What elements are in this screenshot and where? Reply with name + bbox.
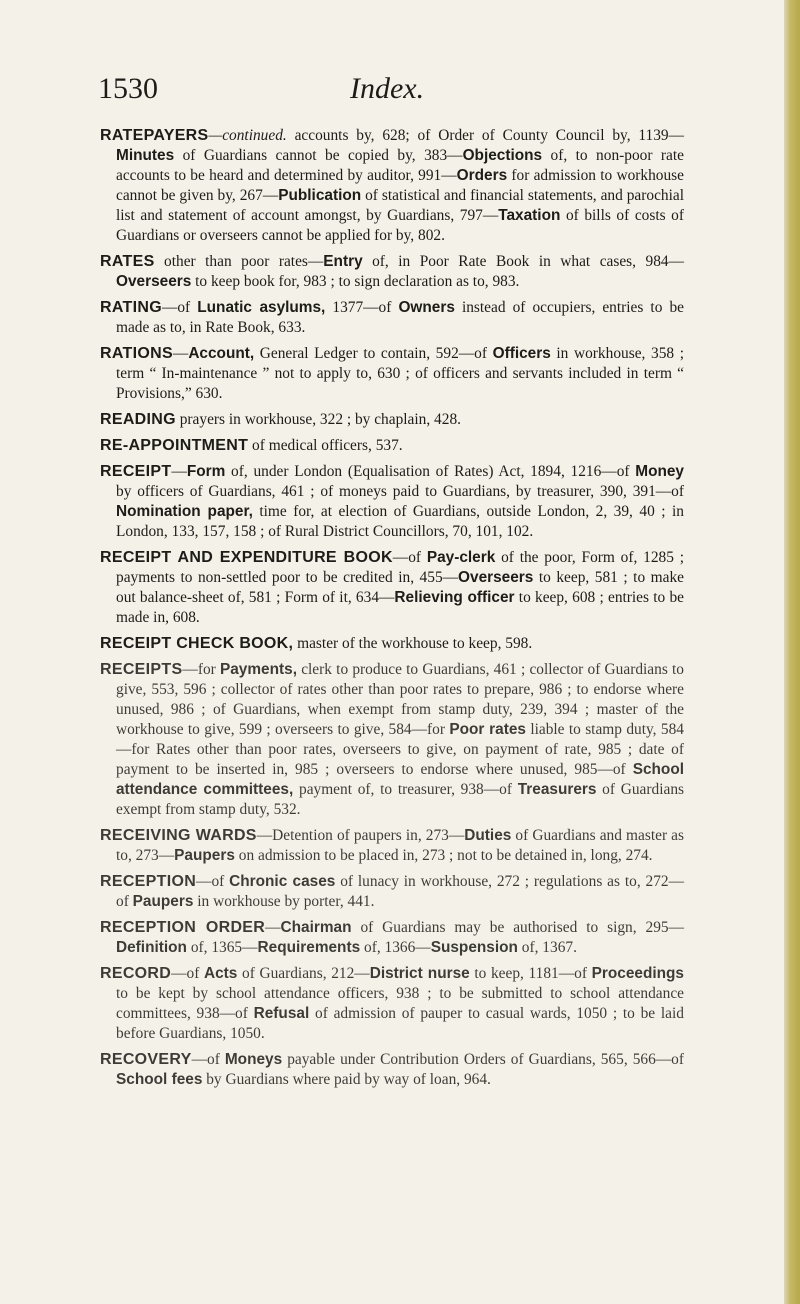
entry-heading: RATES [100,253,155,270]
subheading: Nomination paper, [116,503,253,520]
index-entry-rations [100,344,684,404]
index-entry-receipt [100,462,684,542]
page-header [98,72,698,112]
entry-text: 1377—of [325,299,399,316]
entry-text: to keep, 608 ; entries to be made in, 608. [116,589,684,626]
subheading: Acts [204,965,238,982]
subheading: Definition [116,939,187,956]
subheading: Duties [464,827,512,844]
subheading: Suspension [430,939,518,956]
subheading: Entry [323,253,363,270]
page-number: 1530 [98,72,158,105]
entry-text: of, in Poor Rate Book in what cases, 984— [362,253,684,270]
entry-text: to keep book for, 983 ; to sign declaration as to, 983. [191,273,520,290]
entry-text: of, 1365— [186,939,258,956]
entry-text: —for [182,661,220,678]
entry-text: of medical officers, 537. [248,437,403,454]
subheading: Chronic cases [229,873,336,890]
entry-text: of admission of pauper to casual wards, 1050 ; to be laid before Guardians, 1050. [116,1005,684,1042]
entry-text: time for, at election of Guardians, outside London, 2, 39, 40 ; in London, 133, 157, 158 ; of Rural District Councillors, 70, 101, 102. [116,503,684,540]
subheading: Paupers [132,893,194,910]
entry-text: of, to non-poor rate accounts to be heard and determined by auditor, 991— [116,147,684,184]
entry-text: of Guardians may be authorised to sign, 295— [351,919,684,936]
entry-text: —of [161,299,198,316]
subheading: District nurse [369,965,470,982]
index-entry-re-appointment [100,436,684,456]
entry-text: to keep, 581 ; to make out balance-sheet of, 581 ; Form of it, 634— [116,569,684,606]
page-edge-binding [784,0,800,1304]
page-title: Index. [350,72,425,105]
entry-text: of Guardians exempt from stamp duty, 532. [116,781,684,818]
entry-heading: RECEIPT CHECK BOOK, [100,635,294,652]
entry-text: of the poor, Form of, 1285 ; payments to non-settled poor to be credited in, 455— [116,549,684,586]
entry-heading: RECEIPT [100,463,172,480]
subheading: Overseers [458,569,534,586]
subheading: Publication [278,187,362,204]
entry-text: by Guardians where paid by way of loan, 964. [202,1071,491,1088]
entry-heading: RECEPTION [100,873,197,890]
entry-heading: READING [100,411,176,428]
entry-text: of Guardians and master as to, 273— [116,827,685,864]
entry-text: —of [171,965,204,982]
entry-heading: RECOVERY [100,1051,192,1068]
entry-text: master of the workhouse to keep, 598. [293,635,533,652]
entry-text: of Guardians cannot be copied by, 383— [174,147,463,164]
subheading: Objections [462,147,543,164]
entry-heading: RATING [100,299,162,316]
subheading: Refusal [253,1005,310,1022]
entry-text: clerk to produce to Guardians, 461 ; collector of Guardians to give, 553, 596 ; collector of rates other than poor rates to prepare, 986 ; to endorse where unused, 986 ; of Guardians, when exempt from stamp duty, 239, 394 ; master of the workhouse to give, 599 ; overseers to give, 584—for [116,661,684,738]
subheading: Lunatic asylums, [197,299,326,316]
entry-text: — [265,919,281,936]
entry-text: —of [191,1051,225,1068]
index-entry-reception-order [100,918,684,958]
entry-text: —of [392,549,427,566]
subheading: Proceedings [591,965,684,982]
continued-label: —continued. [208,127,287,144]
entry-heading: RATEPAYERS [100,127,209,144]
index-entry-receipt-expenditure-book [100,548,684,628]
entry-text: to be kept by school attendance officers, 938 ; to be submitted to school attendance committees, 938—of [116,985,684,1022]
subheading: School attendance committees, [116,761,684,798]
index-entries [100,126,684,1096]
entry-text: payment of, to treasurer, 938—of [293,781,518,798]
entry-text: to keep, 1181—of [469,965,592,982]
entry-text: of Guardians, 212— [237,965,370,982]
index-entry-ratepayers [100,126,684,246]
subheading: Treasurers [517,781,597,798]
entry-text: liable to stamp duty, 584—for Rates other than poor rates, overseers to give, on payment of rate, 985 ; date of payment to be inserted in, 985 ; overseers to endorse where unused, 985—of [116,721,684,778]
subheading: Money [635,463,684,480]
entry-heading: RATIONS [100,345,173,362]
entry-heading: RECORD [100,965,172,982]
subheading: Minutes [116,147,175,164]
entry-heading: RECEPTION ORDER [100,919,266,936]
index-entry-rating [100,298,684,338]
subheading: Form [186,463,226,480]
entry-text: of lunacy in workhouse, 272 ; regulations as to, 272—of [116,873,685,910]
index-entry-recovery [100,1050,684,1090]
subheading: Officers [492,345,551,362]
index-entry-reception [100,872,684,912]
entry-text: of bills of costs of Guardians or overseers cannot be applied for by, 802. [116,207,684,244]
entry-text: payable under Contribution Orders of Guardians, 565, 566—of [282,1051,684,1068]
subheading: Overseers [116,273,192,290]
index-entry-record [100,964,684,1044]
subheading: Pay-clerk [426,549,496,566]
subheading: Chairman [280,919,352,936]
entry-text: of statistical and financial statements, and parochial list and statement of account amongst, by Guardians, 797— [116,187,684,224]
entry-text: — [171,463,187,480]
entry-text: by officers of Guardians, 461 ; of moneys paid to Guardians, by treasurer, 390, 391—of [116,483,684,500]
entry-text: in workhouse, 358 ; term “ In-maintenance ” not to apply to, 630 ; of officers and servants included in term “ Provisions,” 630. [116,345,684,402]
entry-text: General Ledger to contain, 592—of [254,345,493,362]
subheading: Owners [398,299,455,316]
entry-text: on admission to be placed in, 273 ; not to be detained in, long, 274. [234,847,653,864]
entry-heading: RE-APPOINTMENT [100,437,249,454]
entry-text: instead of occupiers, entries to be made as to, in Rate Book, 633. [116,299,684,336]
entry-text: for admission to workhouse cannot be given by, 267— [116,167,685,204]
entry-heading: RECEIPT AND EXPENDITURE BOOK [100,549,393,566]
entry-text: of, 1367. [517,939,577,956]
entry-heading: RECEIPTS [100,661,183,678]
subheading: Payments, [219,661,297,678]
entry-text: —of [196,873,230,890]
index-entry-receipt-check-book [100,634,684,654]
entry-text: prayers in workhouse, 322 ; by chaplain, 428. [175,411,461,428]
subheading: Orders [456,167,508,184]
index-entry-receiving-wards [100,826,684,866]
subheading: Requirements [257,939,361,956]
subheading: Taxation [498,207,561,224]
entry-text: of, 1366— [360,939,431,956]
subheading: Relieving officer [394,589,515,606]
index-entry-reading [100,410,684,430]
subheading: School fees [116,1071,203,1088]
entry-text: —Detention of paupers in, 273— [256,827,465,844]
subheading: Poor rates [449,721,526,738]
entry-text: of, under London (Equalisation of Rates) Act, 1894, 1216—of [225,463,636,480]
entry-text: accounts by, 628; of Order of County Council by, 1139— [286,127,684,144]
entry-text: in workhouse by porter, 441. [193,893,375,910]
entry-text: other than poor rates— [154,253,324,270]
index-entry-rates [100,252,684,292]
entry-text: — [172,345,189,362]
subheading: Moneys [224,1051,283,1068]
index-entry-receipts [100,660,684,820]
subheading: Paupers [174,847,235,864]
entry-heading: RECEIVING WARDS [100,827,257,844]
subheading: Account, [188,345,255,362]
